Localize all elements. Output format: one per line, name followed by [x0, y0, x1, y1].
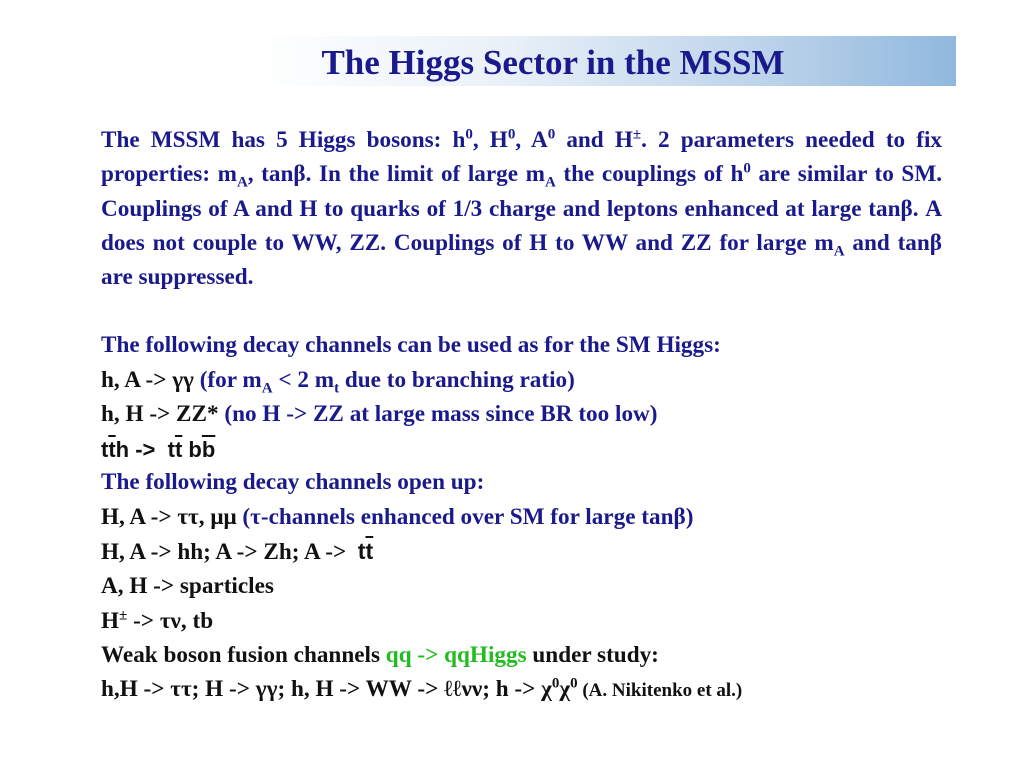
intro-paragraph: The MSSM has 5 Higgs bosons: $h^0$, $H^0$, $A^0$ and H±. 2 parameters needed to fix properties: $m_A$, tanβ. In the limit of large $m_A$ the couplings of $h^0$ are similar to SM. Couplings of A and H to quarks of 1/3 charge and leptons enhanced at large tanβ. A does not couple to WW, ZZ. Couplings of H to WW and ZZ for large $m_A$ and tanβ are suppressed.: [101, 126, 943, 291]
vbf-channels-line: h,H -> ττ; H -> γγ; h, H -> WW -> ℓℓνν; $h -> \chi^0\chi^0$ (A. Nikitenko et al.): [101, 675, 743, 703]
sm-like-channel-gamma-gamma: h, A -> γγ (for $m_A < 2$ $m_t$ due to branching ratio): [101, 366, 575, 397]
page-title: The Higgs Sector in the MSSM: [321, 43, 785, 82]
sm-like-channel-zz: h, H -> ZZ* (no H -> ZZ at large mass since BR too low): [101, 401, 658, 428]
sm-like-channel-tth: $t\overline{t}h -> t\overline{t}$ $b\overline{b}$: [101, 437, 216, 463]
slide-body: [101, 123, 942, 708]
sm-like-heading: The following decay channels can be used as for the SM Higgs:: [101, 332, 721, 359]
open-up-channel-tau-mu: H, A -> ττ, μμ (τ-channels enhanced over SM for large tanβ): [101, 503, 694, 530]
open-up-heading: The following decay channels open up:: [101, 469, 485, 496]
weak-boson-fusion-line: Weak boson fusion channels qq -> qqHiggs under study:: [101, 641, 659, 668]
open-up-channel-hh-zh: H, A -> hh; A -> Zh; $A -> t\overline{t}$: [101, 537, 374, 565]
open-up-channel-sparticles: A, H -> sparticles: [101, 573, 274, 600]
title-banner: [190, 36, 956, 86]
spacer: [101, 294, 942, 328]
open-up-channel-charged-higgs: H± -> τν, tb: [101, 606, 214, 634]
